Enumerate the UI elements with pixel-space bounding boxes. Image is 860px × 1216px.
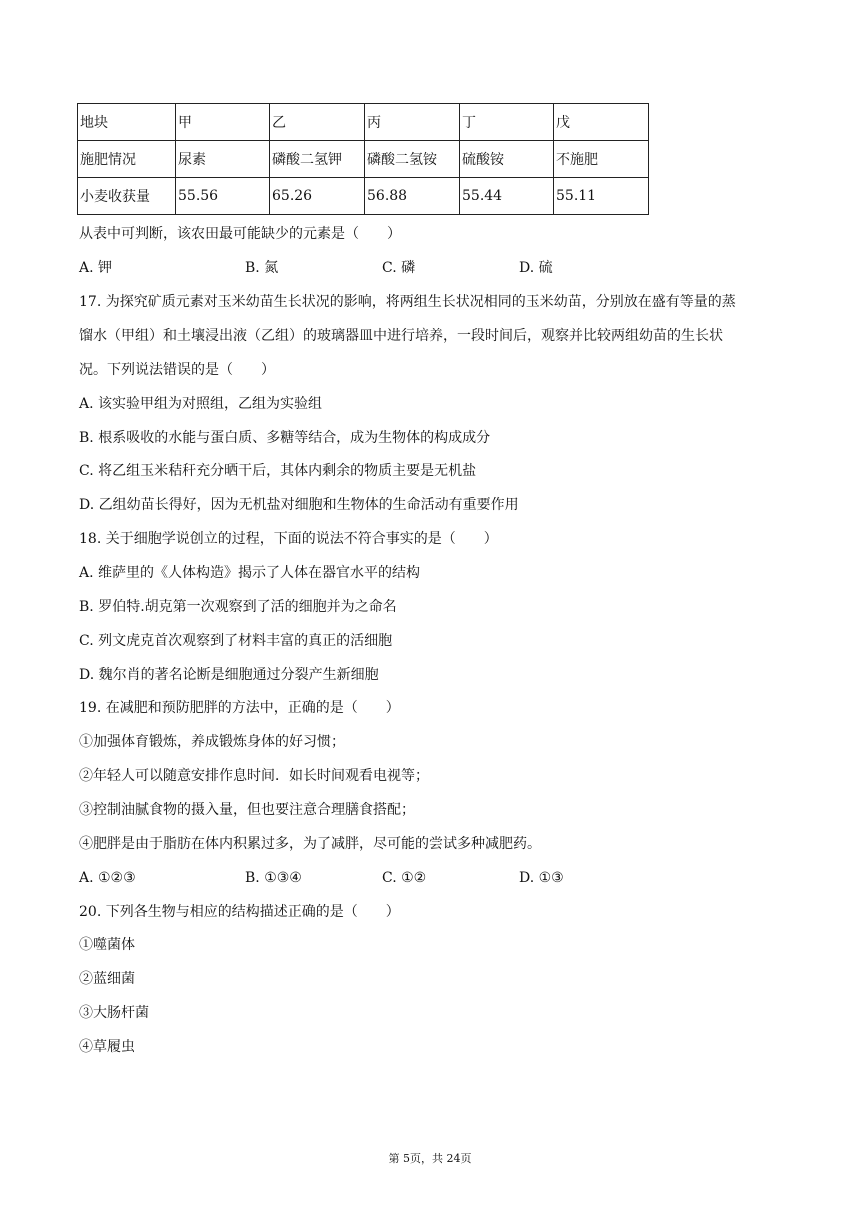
- table-cell: 乙: [270, 104, 365, 141]
- table-cell: 56.88: [365, 178, 460, 215]
- q17-stem-line: 17. 为探究矿质元素对玉米幼苗生长状况的影响，将两组生长状况相同的玉米幼苗，分别放在盛有等量的蒸: [79, 294, 736, 310]
- table-row: [78, 104, 649, 141]
- option-b: B. 氮: [245, 260, 279, 276]
- q16-stem: 从表中可判断，该农田最可能缺少的元素是（ ）: [79, 226, 401, 242]
- q17-option-d: D. 乙组幼苗长得好，因为无机盐对细胞和生物体的生命活动有重要作用: [79, 497, 519, 513]
- option-a: A. 钾: [79, 260, 113, 276]
- table-row: [78, 141, 649, 178]
- q19-stem: 19. 在减肥和预防肥胖的方法中，正确的是（ ）: [79, 700, 400, 716]
- option-d: D. 硫: [519, 260, 553, 276]
- option-b: B. ①③④: [245, 870, 302, 886]
- table-cell: 55.44: [460, 178, 554, 215]
- q18-option-b: B. 罗伯特.胡克第一次观察到了活的细胞并为之命名: [79, 599, 397, 615]
- q17-option-c: C. 将乙组玉米秸秆充分晒干后，其体内剩余的物质主要是无机盐: [79, 463, 477, 479]
- option-c: C. ①②: [382, 870, 427, 886]
- table-cell: 施肥情况: [78, 141, 176, 178]
- q20-item-2: ②蓝细菌: [79, 971, 135, 987]
- table-cell: 65.26: [270, 178, 365, 215]
- q19-item-2: ②年轻人可以随意安排作息时间．如长时间观看电视等；: [79, 768, 429, 784]
- q17-stem-line: 馏水（甲组）和土壤浸出液（乙组）的玻璃器皿中进行培养，一段时间后，观察并比较两组幼苗的生长状: [79, 328, 723, 344]
- table-cell: 磷酸二氢铵: [365, 141, 460, 178]
- table-cell: 55.11: [554, 178, 649, 215]
- table-cell: 小麦收获量: [78, 178, 176, 215]
- table-cell: 甲: [176, 104, 270, 141]
- q20-item-1: ①噬菌体: [79, 937, 135, 953]
- option-a: A. ①②③: [79, 870, 136, 886]
- table-cell: 磷酸二氢钾: [270, 141, 365, 178]
- q18-stem: 18. 关于细胞学说创立的过程，下面的说法不符合事实的是（ ）: [79, 531, 498, 547]
- fertilizer-table: [77, 103, 649, 215]
- table-cell: 55.56: [176, 178, 270, 215]
- table-cell: 丙: [365, 104, 460, 141]
- q20-item-3: ③大肠杆菌: [79, 1005, 149, 1021]
- q19-item-3: ③控制油腻食物的摄入量，但也要注意合理膳食搭配；: [79, 802, 415, 818]
- option-c: C. 磷: [382, 260, 416, 276]
- table-cell: 不施肥: [554, 141, 649, 178]
- q17-option-a: A. 该实验甲组为对照组，乙组为实验组: [79, 396, 323, 412]
- table-cell: 地块: [78, 104, 176, 141]
- q18-option-a: A. 维萨里的《人体构造》揭示了人体在器官水平的结构: [79, 565, 421, 581]
- page-number: 第 5页，共 24页: [388, 1152, 472, 1165]
- option-d: D. ①③: [519, 870, 564, 886]
- table-cell: 硫酸铵: [460, 141, 554, 178]
- q19-item-4: ④肥胖是由于脂肪在体内积累过多，为了减胖，尽可能的尝试多种减肥药。: [79, 836, 541, 852]
- q18-option-c: C. 列文虎克首次观察到了材料丰富的真正的活细胞: [79, 633, 393, 649]
- q19-options: [79, 869, 779, 887]
- q17-stem-line: 况。下列说法错误的是（ ）: [79, 362, 275, 378]
- q17-option-b: B. 根系吸收的水能与蛋白质、多糖等结合，成为生物体的构成成分: [79, 430, 491, 446]
- table-row: [78, 178, 649, 215]
- table-cell: 戊: [554, 104, 649, 141]
- q19-item-1: ①加强体育锻炼，养成锻炼身体的好习惯；: [79, 734, 345, 750]
- q20-item-4: ④草履虫: [79, 1039, 135, 1055]
- q18-option-d: D. 魏尔肖的著名论断是细胞通过分裂产生新细胞: [79, 667, 379, 683]
- table-cell: 丁: [460, 104, 554, 141]
- table-cell: 尿素: [176, 141, 270, 178]
- q16-options: [79, 259, 779, 277]
- q20-stem: 20. 下列各生物与相应的结构描述正确的是（ ）: [79, 904, 400, 920]
